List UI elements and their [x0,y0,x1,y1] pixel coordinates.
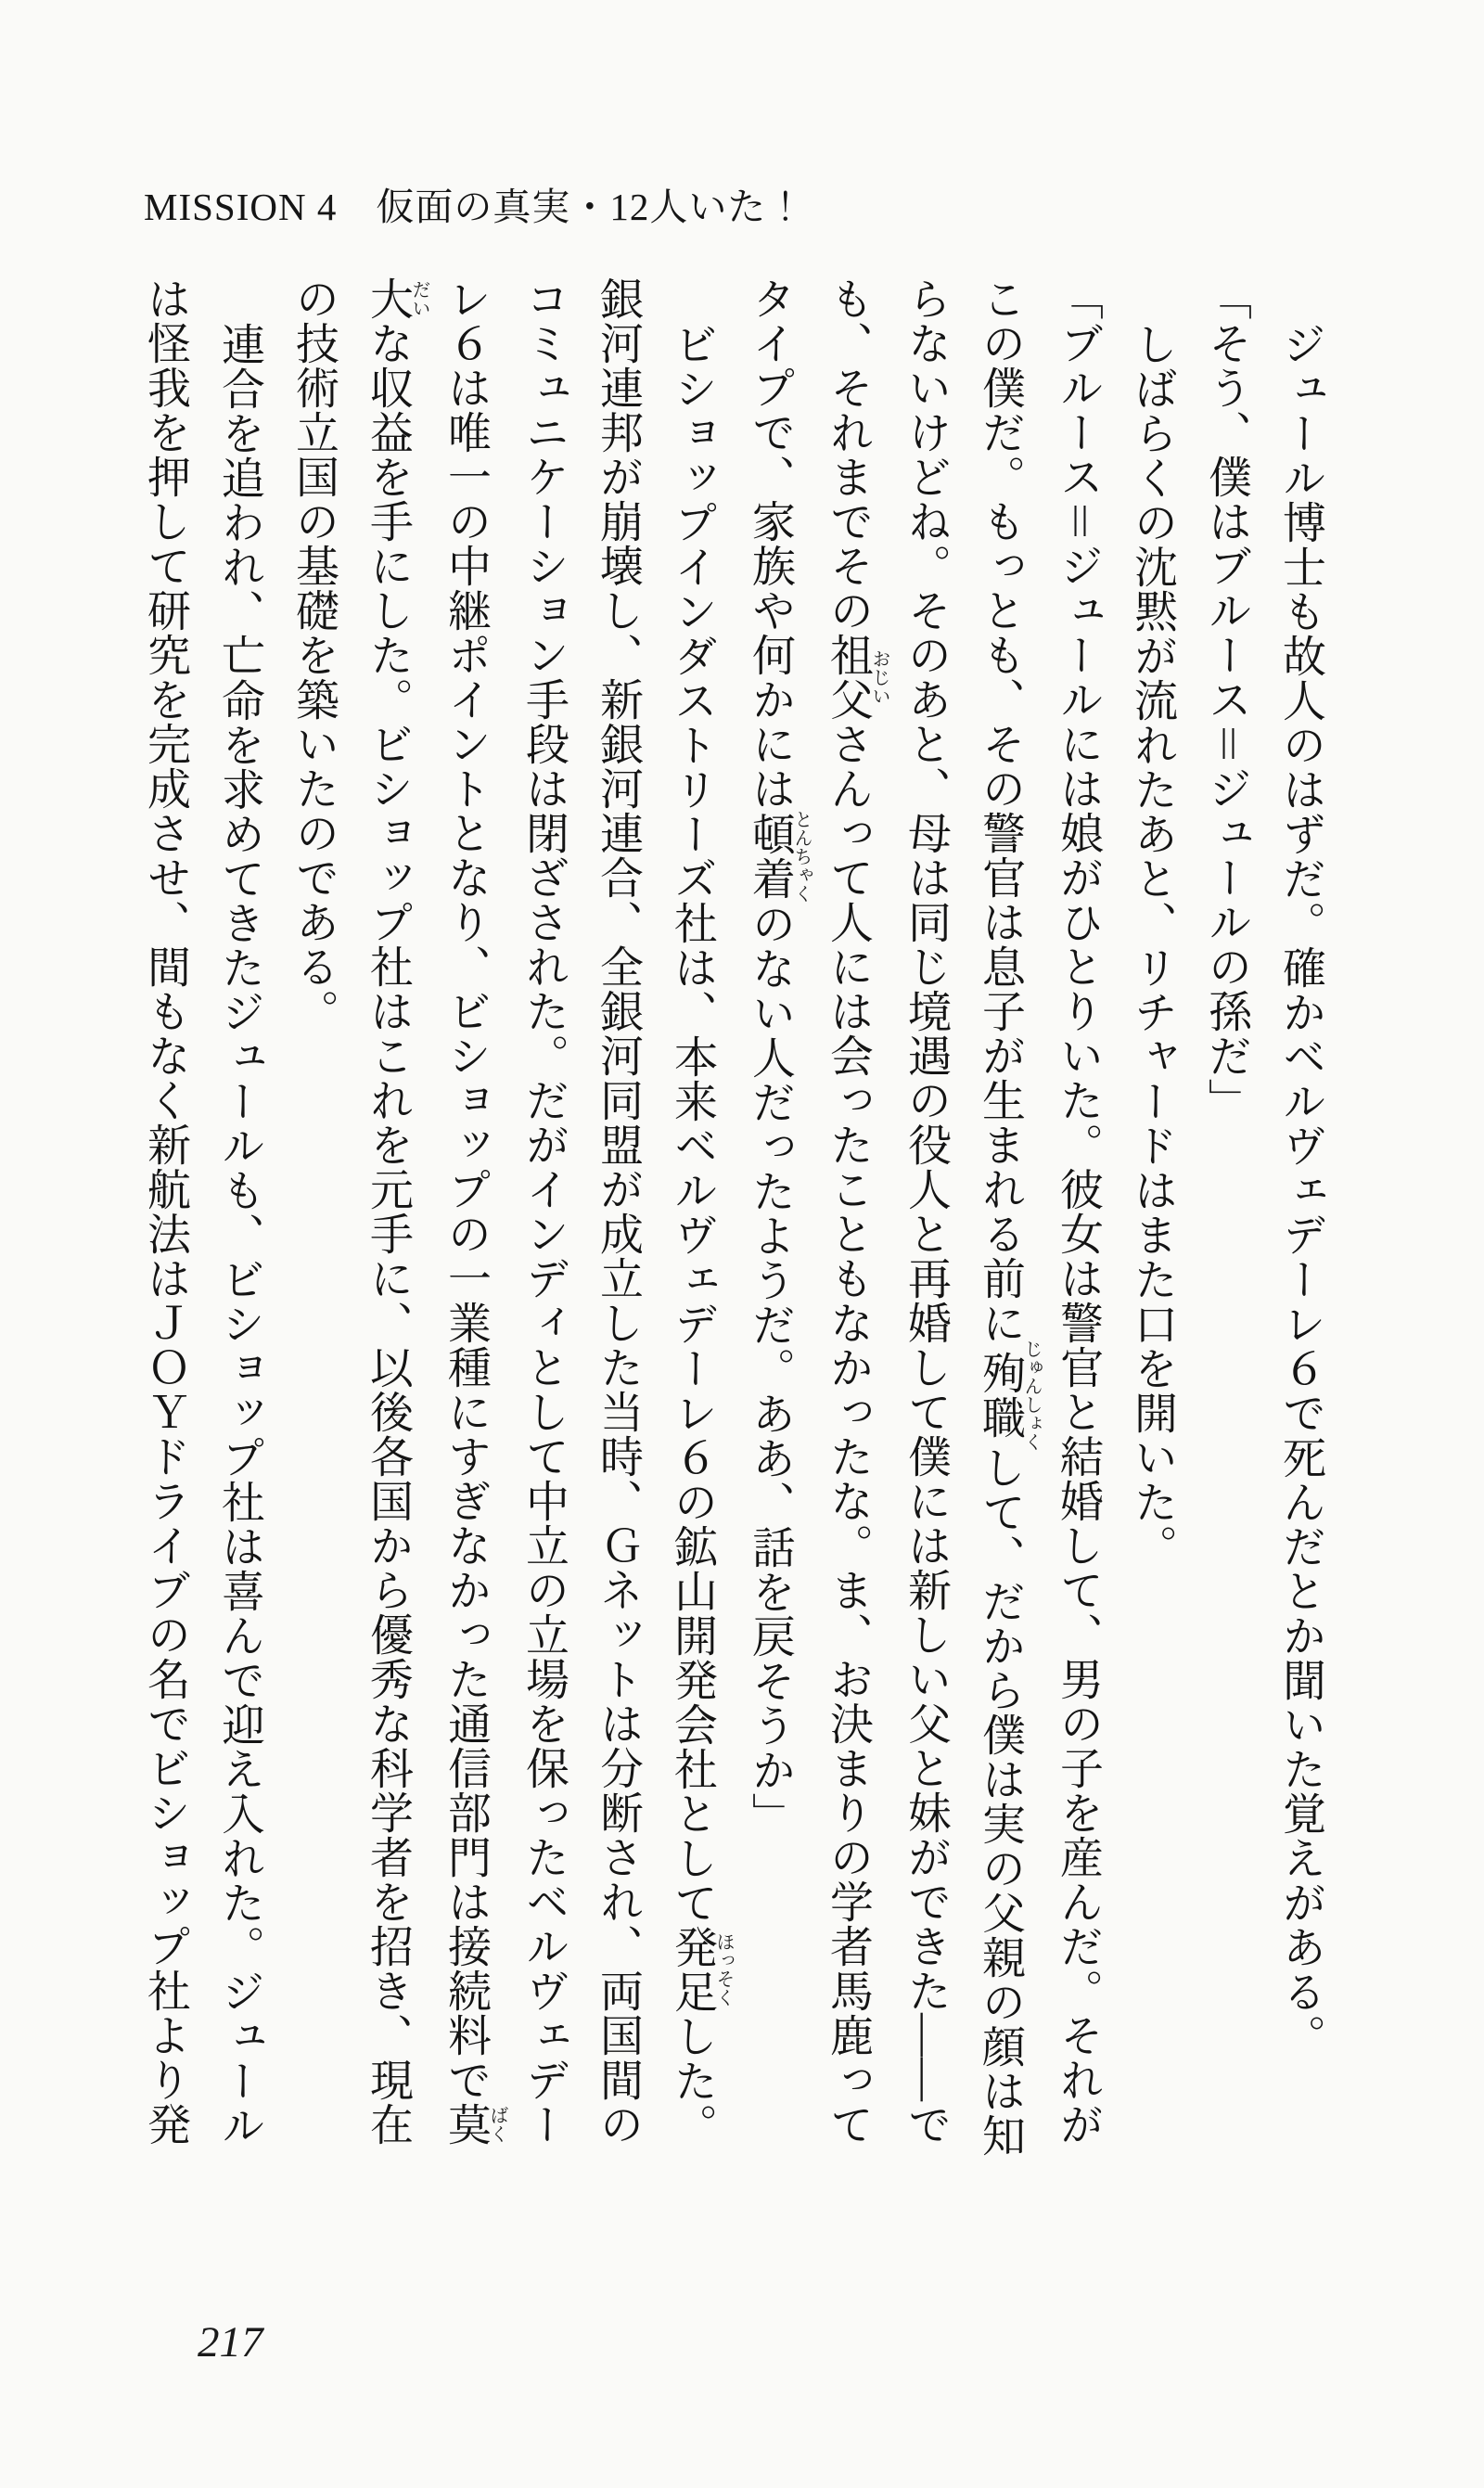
text-column: レ６は唯一の中継ポイントとなり、ビショップの一業種にすぎなかった通信部門は接続料で莫ばく [441,276,507,2147]
text-column: は怪我を押して研究を完成させ、間もなく新航法はＪＯＹドライブの名でビショップ社より発 [141,276,189,2147]
text-column: ジュール博士も故人のはずだ。確かベルヴェデーレ６で死んだとか聞いた覚えがある。 [1276,322,1324,2058]
text-column: 銀河連邦が崩壊し、新銀河連合、全銀河同盟が成立した当時、Ｇネットは分断され、両国間の [594,276,642,2147]
text-column: タイプで、家族や何かには頓着とんちゃくのない人だったようだ。ああ、話を戻そうか」 [746,276,812,1837]
text-column: ビショップインダストリーズ社は、本来ベルヴェデーレ６の鉱山開発会社として発足ほっそくした。 [668,322,734,2148]
text-column: の技術立国の基礎を築いたのである。 [289,276,338,1033]
ruby-annotated-word: 発足ほっそく [668,1925,734,2014]
text-column: も、それまでその祖父おじいさんって人には会ったこともなかったな。ま、お決まりの学者馬鹿って [824,276,889,2147]
text-column: 「そう、僕はブルース＝ジュールの孫だ」 [1202,276,1250,1122]
ruby-annotated-word: 大だい [364,276,429,321]
chapter-header: MISSION 4 仮面の真実・12人いた！ [144,186,806,228]
body-text [128,276,1337,2220]
ruby-annotated-word: 頓着とんちゃく [746,810,812,903]
ruby-annotated-word: 祖父おじい [824,633,889,722]
ruby-annotated-word: 莫ばく [441,2102,507,2147]
text-column: しばらくの沈黙が流れたあと、リチャードはまた口を開いた。 [1128,322,1176,1569]
text-column: コミュニケーション手段は閉ざされた。だがインディとして中立の立場を保ったベルヴェデー [519,276,568,2147]
page-number: 217 [198,2318,263,2366]
text-column: 大だいな収益を手にした。ビショップ社はこれを元手に、以後各国から優秀な科学者を招き、現在 [364,276,429,2147]
text-column: 連合を追われ、亡命を求めてきたジュールも、ビショップ社は喜んで迎え入れた。ジュール [215,322,263,2148]
ruby-annotated-word: 殉職じゅんしょく [976,1340,1042,1451]
text-column: 「ブルース＝ジュールには娘がひとりいた。彼女は警官と結婚して、男の子を産んだ。それが [1054,276,1102,2147]
text-column: らないけどね。そのあと、母は同じ境遇の役人と再婚して僕には新しい父と妹ができた——で [902,276,950,2147]
text-column: この僕だ。もっとも、その警官は息子が生まれる前に殉職じゅんしょくして、だから僕は実の父親の顔は知 [976,276,1042,2158]
